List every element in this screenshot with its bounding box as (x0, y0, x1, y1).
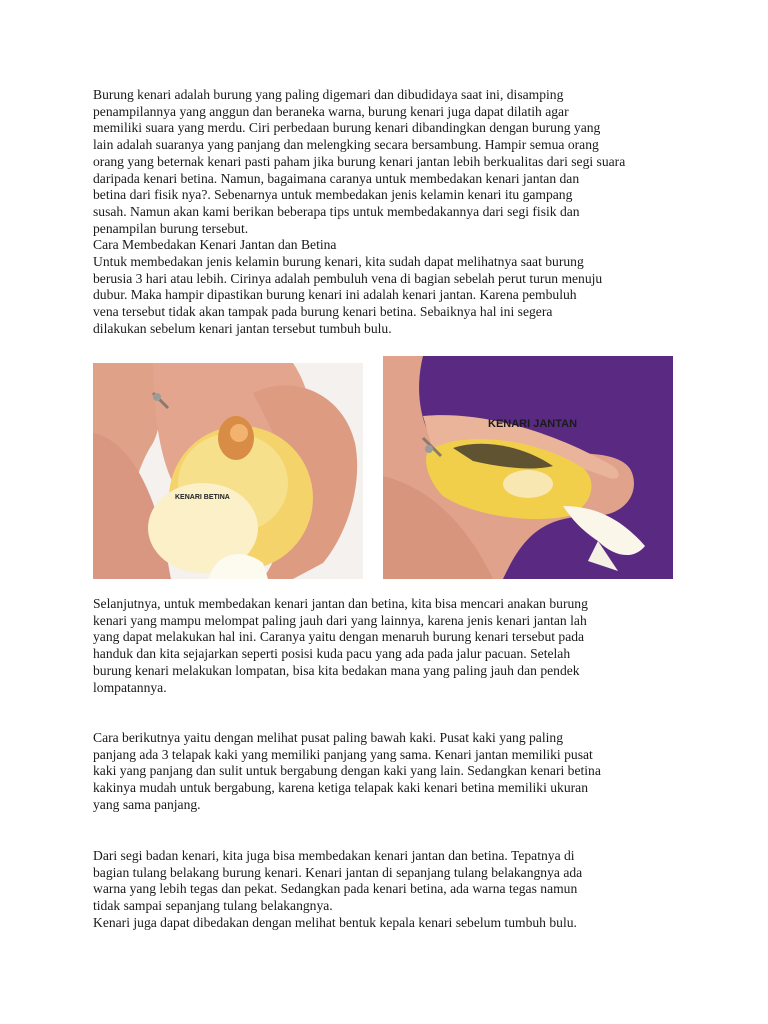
text-line: bagian tulang belakang burung kenari. Kenari jantan di sepanjang tulang belakangnya ada (93, 864, 583, 880)
section-heading: Cara Membedakan Kenari Jantan dan Betina (93, 237, 337, 253)
text-line: betina dari fisik nya?. Sebenarnya untuk membedakan jenis kelamin kenari itu gampang (93, 187, 573, 203)
male-canary-photo (383, 356, 673, 579)
text-line: Untuk membedakan jenis kelamin burung kenari, kita sudah dapat melihatnya saat burung (93, 254, 584, 270)
female-canary-label: KENARI BETINA (175, 494, 230, 501)
text-line: Selanjutnya, untuk membedakan kenari jantan dan betina, kita bisa mencari anakan burung (93, 596, 588, 611)
text-line: panjang ada 3 telapak kaki yang memiliki panjang yang sama. Kenari jantan memiliki pusat (93, 746, 593, 762)
text-line: Cara berikutnya yaitu dengan melihat pusat paling bawah kaki. Pusat kaki yang paling (93, 730, 563, 745)
text-line: burung kenari melakukan lompatan, bisa kita bedakan mana yang paling jauh dan pendek (93, 662, 580, 678)
text-line: Kenari juga dapat dibedakan dengan melihat bentuk kepala kenari sebelum tumbuh bulu. (93, 914, 577, 930)
text-line: susah. Namun akan kami berikan beberapa tips untuk membedakannya dari segi fisik dan (93, 203, 580, 219)
text-line: warna yang lebih tegas dan pekat. Sedangkan pada kenari betina, ada warna tegas namun (93, 881, 578, 897)
text-line: kaki yang panjang dan sulit untuk bergabung dengan kaki yang lain. Sedangkan kenari betina (93, 763, 601, 779)
text-line: dubur. Maka hampir dipastikan burung kenari ini adalah kenari jantan. Karena pembuluh (93, 287, 577, 303)
text-line: dilakukan sebelum kenari jantan tersebut tumbuh bulu. (93, 320, 392, 336)
feet-paragraph (93, 730, 678, 814)
male-canary-label: KENARI JANTAN (488, 418, 578, 430)
text-line: memiliki suara yang merdu. Ciri perbedaan burung kenari dibandingkan dengan burung yang (93, 120, 601, 136)
text-line: lain adalah suaranya yang panjang dan melengking secara bersambung. Hampir semua orang (93, 137, 599, 153)
text-line: lompatannya. (93, 679, 167, 695)
text-line: daripada kenari betina. Namun, bagaimana caranya untuk membedakan kenari jantan dan (93, 170, 580, 186)
text-line: vena tersebut tidak akan tampak pada burung kenari betina. Sebaiknya hal ini segera (93, 304, 553, 320)
text-line: berusia 3 hari atau lebih. Cirinya adalah pembuluh vena di bagian sebelah perut turun menuju (93, 270, 603, 286)
text-line: Dari segi badan kenari, kita juga bisa membedakan kenari jantan dan betina. Tepatnya di (93, 848, 575, 863)
jumping-paragraph (93, 596, 678, 696)
text-line: yang dapat melakukan hal ini. Caranya yaitu dengan menaruh burung kenari tersebut pada (93, 629, 585, 645)
text-line: orang yang beternak kenari pasti paham jika burung kenari jantan lebih berkualitas dari segi suara (93, 153, 626, 169)
intro-paragraph (93, 87, 678, 338)
text-line: Burung kenari adalah burung yang paling digemari dan dibudidaya saat ini, disamping (93, 87, 564, 102)
body-paragraph (93, 848, 678, 932)
text-line: penampilannya yang anggun dan beraneka warna, burung kenari juga dapat dilatih agar (93, 103, 569, 119)
text-line: handuk dan kita sejajarkan seperti posisi kuda pacu yang ada pada jalur pacuan. Setelah (93, 646, 571, 662)
text-line: kakinya mudah untuk bergabung, karena ketiga telapak kaki kenari betina memiliki ukuran (93, 780, 589, 796)
female-canary-photo (93, 363, 363, 579)
text-line: tidak sampai sepanjang tulang belakangnya. (93, 898, 333, 914)
text-line: yang sama panjang. (93, 796, 201, 812)
text-line: kenari yang mampu melompat paling jauh dari yang lainnya, karena jenis kenari jantan lah (93, 612, 587, 628)
text-line: penampilan burung tersebut. (93, 220, 249, 236)
